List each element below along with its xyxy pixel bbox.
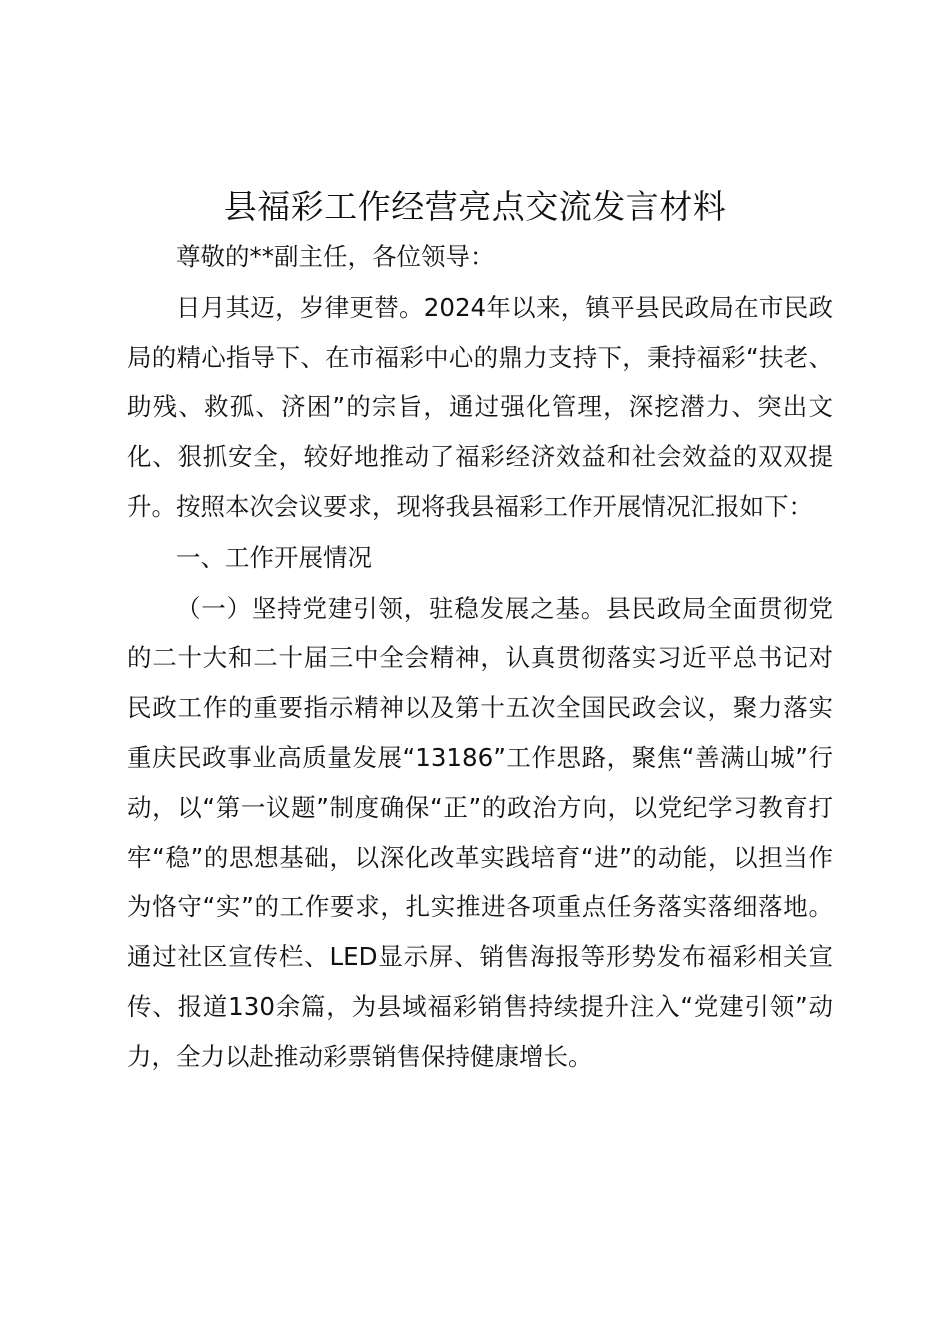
body-paragraph: （一）坚持党建引领，驻稳发展之基。县民政局全面贯彻党的二十大和二十届三中全会精神，认真贯彻落实习近平总书记对民政工作的重要指示精神以及第十五次全国民政会议，聚力落实重庆民政事业高质量发展“13186”工作思路，聚焦“善满山城”行动，以“第一议题”制度确保“正”的政治方向，以党纪学习教育打牢“稳”的思想基础，以深化改革实践培育“进”的动能，以担当作为恪守“实”的工作要求，扎实推进各项重点任务落实落细落地。通过社区宣传栏、LED显示屏、销售海报等形势发布福彩相关宣传、报道130余篇，为县域福彩销售持续提升注入“党建引领”动力，全力以赴推动彩票销售保持健康增长。	[127, 593, 833, 1071]
section-heading: 一、工作开展情况	[176, 542, 372, 572]
document-body	[127, 232, 833, 1082]
salutation-paragraph: 尊敬的**副主任，各位领导：	[176, 242, 495, 271]
opening-paragraph: 日月其迈，岁律更替。2024年以来，镇平县民政局在市民政局的精心指导下、在市福彩中心的鼎力支持下，秉持福彩“扶老、助残、救孤、济困”的宗旨，通过强化管理，深挖潜力、突出文化、狠抓安全，较好地推动了福彩经济效益和社会效益的双双提升。按照本次会议要求，现将我县福彩工作开展情况汇报如下：	[127, 292, 833, 521]
document-title: 县福彩工作经营亮点交流发言材料	[223, 187, 727, 226]
